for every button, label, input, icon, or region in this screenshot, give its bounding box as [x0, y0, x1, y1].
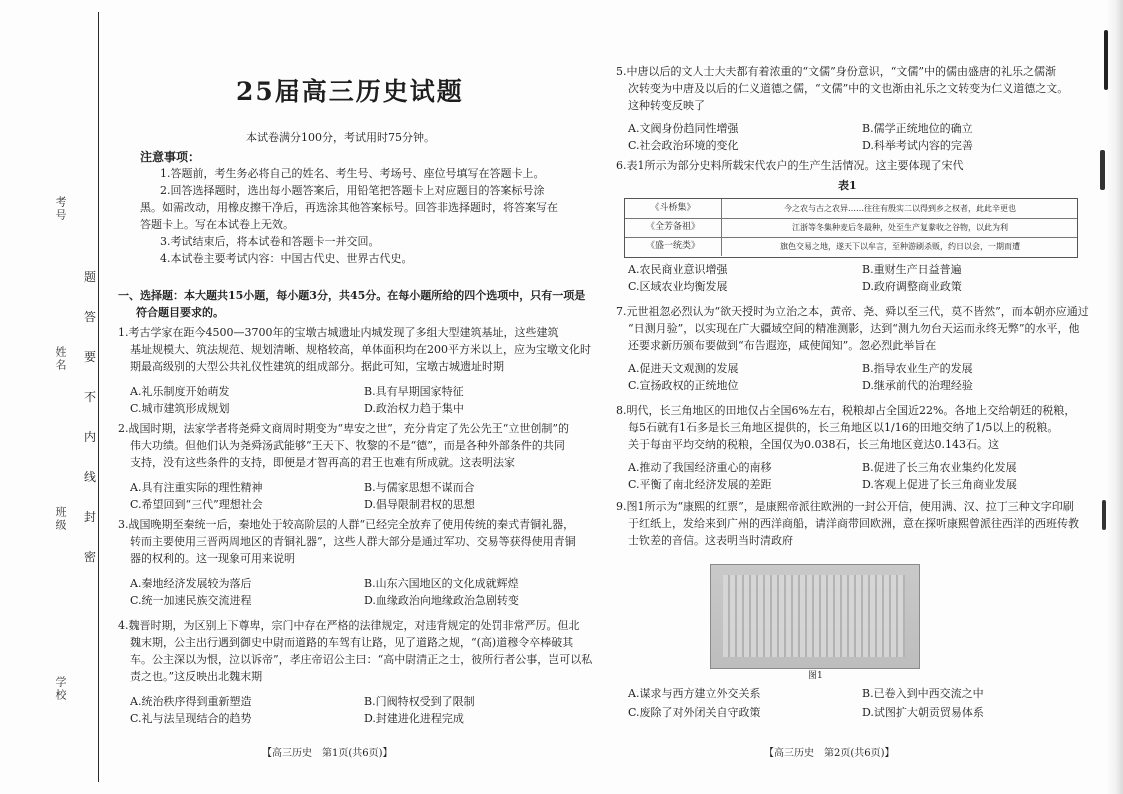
q4-option-d[interactable]: D.封建进化进程完成	[364, 712, 464, 725]
label-kaohao: 考号	[54, 196, 67, 222]
table-row	[625, 199, 1077, 219]
seal-char: 不	[84, 390, 97, 404]
q5-line: 这种转变反映了	[628, 99, 705, 112]
q3-option-d[interactable]: D.血缘政治向地缘政治急剧转变	[364, 594, 519, 607]
section-heading: 一、选择题：本大题共15小题，每小题3分，共45分。在每小题所给的四个选项中，只有一项是	[118, 289, 586, 302]
q2-option-b[interactable]: B.与儒家思想不谋而合	[364, 481, 475, 494]
table-text: 今之农与古之农异……往往有殷实二以得到乡之权者，此此辛更也	[784, 204, 1016, 213]
seal-char: 线	[84, 470, 97, 484]
q5-option-d[interactable]: D.科举考试内容的完善	[862, 139, 973, 152]
red-ticket-image	[723, 575, 905, 657]
q7-line: “日测月验”，以实现在广大疆域空间的精准测影，达到“测九勿台天运而永终无弊”的水平，他	[628, 322, 1080, 335]
q9-line: 9.图1所示为“康熙的红票”，是康熙帝派往欧洲的一封公开信，使用满、汉、拉丁三种文字印刷	[616, 500, 1074, 513]
q6-line: 6.表1所示为部分史料所载宋代农户的生产生活情况。这主要体现了宋代	[616, 159, 964, 172]
notice-line: 黑。如需改动，用橡皮擦干净后，再选涂其他答案标号。回答非选择题时，将答案写在	[140, 201, 558, 214]
seal-char: 题	[84, 270, 97, 284]
source-table	[624, 198, 1078, 258]
notice-line: 4.本试卷主要考试内容：中国古代史、世界古代史。	[160, 252, 413, 265]
seal-char: 密	[84, 550, 97, 564]
table-row	[625, 237, 1077, 256]
q2-line: 支持，没有这些条件的支持，即便是才智再高的君王也难有所成就。这表明法家	[130, 456, 515, 469]
q1-option-d[interactable]: D.政治权力趋于集中	[364, 402, 464, 415]
q9-line: 于红纸上，发给来到广州的西洋商船，请洋商带回欧洲，意在探听康熙曾派往西洋的西班传教	[628, 517, 1079, 530]
q7-option-a[interactable]: A.促进天文观测的发展	[628, 362, 739, 375]
binding-line	[98, 12, 99, 782]
intro-text: 本试卷满分100分，考试用时75分钟。	[246, 131, 435, 144]
q5-option-a[interactable]: A.文阀身份趋同性增强	[628, 122, 739, 135]
q5-option-b[interactable]: B.儒学正统地位的确立	[862, 122, 973, 135]
table-caption: 表1	[838, 179, 857, 192]
q8-option-c[interactable]: C.平衡了南北经济发展的差距	[628, 478, 772, 491]
notice-line: 2.回答选择题时，选出每小题答案后，用铅笔把答题卡上对应题目的答案标号涂	[160, 184, 545, 197]
seal-char: 内	[84, 430, 97, 444]
notice-line: 3.考试结束后，将本试卷和答题卡一并交回。	[160, 235, 380, 248]
q8-option-d[interactable]: D.客观上促进了长三角商业发展	[862, 478, 1017, 491]
scan-mark	[1104, 30, 1108, 90]
q7-line: 7.元世祖忽必烈认为“欲天授时为立治之本，黄帝、尧、舜以至三代，莫不皆然”，而本朝亦应通过	[616, 305, 1089, 318]
q3-option-a[interactable]: A.秦地经济发展较为落后	[130, 577, 252, 590]
q9-line: 士钦差的音信。这表明当时清政府	[628, 534, 793, 547]
q8-option-b[interactable]: B.促进了长三角农业集约化发展	[862, 461, 1017, 474]
table-text: 江浙等冬集种麦后冬最种，处至生产复豢收之谷物，以此为利	[792, 223, 1008, 232]
q3-line: 转而主要使用三晋两周地区的青铜礼器”，这些人群大部分是通过军功、交易等获得使用青铜	[130, 535, 576, 548]
table-row	[625, 218, 1077, 238]
q2-option-d[interactable]: D.倡导限制君权的思想	[364, 498, 475, 511]
q5-line: 5.中唐以后的文人士大夫都有着浓重的“文儒”身份意识，“文儒”中的儒由盛唐的礼乐之儒渐	[616, 65, 1056, 78]
q4-option-c[interactable]: C.礼与法呈现结合的趋势	[130, 712, 252, 725]
q4-line: 4.魏晋时期，为区别上下尊卑，宗门中存在严格的法律规定，对违背规定的处罚非常严厉。但北	[118, 619, 580, 632]
footer-left: 【高三历史 第1页(共6页)】	[262, 748, 393, 759]
page-title: 25届高三历史试题	[236, 77, 464, 106]
section-heading-cont: 符合题目要求的。	[136, 306, 224, 319]
q3-option-b[interactable]: B.山东六国地区的文化成就辉煌	[364, 577, 519, 590]
q7-option-c[interactable]: C.宣扬政权的正统地位	[628, 379, 739, 392]
q4-line: 车。公主深以为恨，泣以诉帝”，孝庄帝诏公主曰：“高中尉清正之士，彼所行者公事，岂可以私	[130, 653, 593, 666]
q2-line: 2.战国时期，法家学者将尧舜文商周时期变为“卑安之世”，充分肯定了先公先王“立世创制”的	[118, 422, 569, 435]
q2-option-a[interactable]: A.具有注重实际的理性精神	[130, 481, 263, 494]
q8-line: 关于每亩平均交纳的税粮，全国仅为0.038石，长三角地区竟达0.143石。这	[628, 438, 999, 451]
q4-option-b[interactable]: B.门阀特权受到了限制	[364, 695, 475, 708]
scan-mark	[1100, 150, 1105, 190]
q9-option-a[interactable]: A.谋求与西方建立外交关系	[628, 687, 761, 700]
q7-option-d[interactable]: D.继承前代的治理经验	[862, 379, 973, 392]
q1-option-a[interactable]: A.礼乐制度开始萌发	[130, 385, 230, 398]
q8-line: 每5石就有1石多是长三角地区提供的，长三角地区以1/16的田地交纳了1/5以上的税粮。	[628, 421, 1059, 434]
q9-option-d[interactable]: D.试图扩大朝贡贸易体系	[862, 706, 984, 719]
q7-line: 还要求新历颁布要做到“布告遐迩，咸使闻知”。忽必烈此举旨在	[628, 339, 937, 352]
q1-line: 期最高级别的大型公共礼仪性建筑的组成部分。据此可知，宝墩古城遗址时期	[130, 360, 504, 373]
q4-option-a[interactable]: A.统治秩序得到重新塑造	[130, 695, 252, 708]
label-xingming: 姓名	[54, 346, 67, 372]
q2-option-c[interactable]: C.希望回到“三代”理想社会	[130, 498, 263, 511]
q1-line: 基址规模大、筑法规范、规划清晰、规格较高，单体面积均在200平方米以上，应为宝墩文化时	[130, 343, 591, 356]
label-xuexiao: 学校	[54, 676, 67, 702]
q4-line: 魏末期，公主出行遇到御史中尉而道路的车驾有让路，见了道路之规，“(高)道穆令卒棒破其	[130, 636, 574, 649]
q4-line: 责之也。”这反映出北魏末期	[130, 670, 263, 683]
seal-char: 答	[84, 310, 97, 324]
table-source: 《盛一统类》	[625, 237, 722, 256]
q3-option-c[interactable]: C.统一加速民族交流进程	[130, 594, 252, 607]
scan-mark	[1102, 500, 1106, 530]
label-banji: 班级	[54, 506, 67, 532]
q6-option-a[interactable]: A.农民商业意识增强	[628, 263, 728, 276]
table-source: 《斗桥集》	[625, 199, 722, 218]
q3-line: 器的权利的。这一现象可用来说明	[130, 552, 295, 565]
seal-char: 要	[84, 350, 97, 364]
q9-option-c[interactable]: C.废除了对外闭关自守政策	[628, 706, 761, 719]
notice-line: 答题卡上。写在本试卷上无效。	[140, 218, 294, 231]
q3-line: 3.战国晚期至秦统一后，秦地处于较高阶层的人群“已经完全放弃了使用传统的秦式青铜礼器，	[118, 518, 575, 531]
q9-option-b[interactable]: B.已卷入到中西交流之中	[862, 687, 984, 700]
q5-option-c[interactable]: C.社会政治环境的变化	[628, 139, 739, 152]
q6-option-d[interactable]: D.政府调整商业政策	[862, 280, 962, 293]
q6-option-b[interactable]: B.重财生产日益普遍	[862, 263, 962, 276]
figure-caption: 图1	[808, 671, 823, 681]
q8-line: 8.明代，长三角地区的田地仅占全国6%左右，税粮却占全国近22%。各地上交给朝廷的税粮，	[616, 404, 1076, 417]
q8-option-a[interactable]: A.推动了我国经济重心的南移	[628, 461, 772, 474]
red-ticket-figure	[710, 564, 920, 669]
q6-option-c[interactable]: C.区域农业均衡发展	[628, 280, 728, 293]
q1-line: 1.考古学家在距今4500—3700年的宝墩古城遗址内城发现了多组大型建筑基址，这些建筑	[118, 326, 559, 339]
table-text: 旗色交易之地，遂天下以牟言，至种游刷杀贩，约日以会，一期而遭	[780, 242, 1020, 251]
seal-char: 封	[84, 510, 97, 524]
q1-option-b[interactable]: B.具有早期国家特征	[364, 385, 464, 398]
q1-option-c[interactable]: C.城市建筑形成规划	[130, 402, 230, 415]
q7-option-b[interactable]: B.指导农业生产的发展	[862, 362, 973, 375]
footer-right: 【高三历史 第2页(共6页)】	[764, 748, 895, 759]
q5-line: 次转变为中唐及以后的仁义道德之儒，“文儒”中的文也渐由礼乐之文转变为仁义道德之文。	[628, 82, 1069, 95]
torn-edge	[1105, 0, 1123, 794]
notice-line: 1.答题前，考生务必将自己的姓名、考生号、考场号、座位号填写在答题卡上。	[160, 167, 545, 180]
notice-heading: 注意事项：	[140, 150, 201, 164]
table-source: 《全芳备祖》	[625, 218, 722, 237]
q2-line: 伟大功绩。但他们认为尧舜汤武能够“王天下、牧黎的不是“德”，而是各种外部条件的共同	[130, 439, 565, 452]
